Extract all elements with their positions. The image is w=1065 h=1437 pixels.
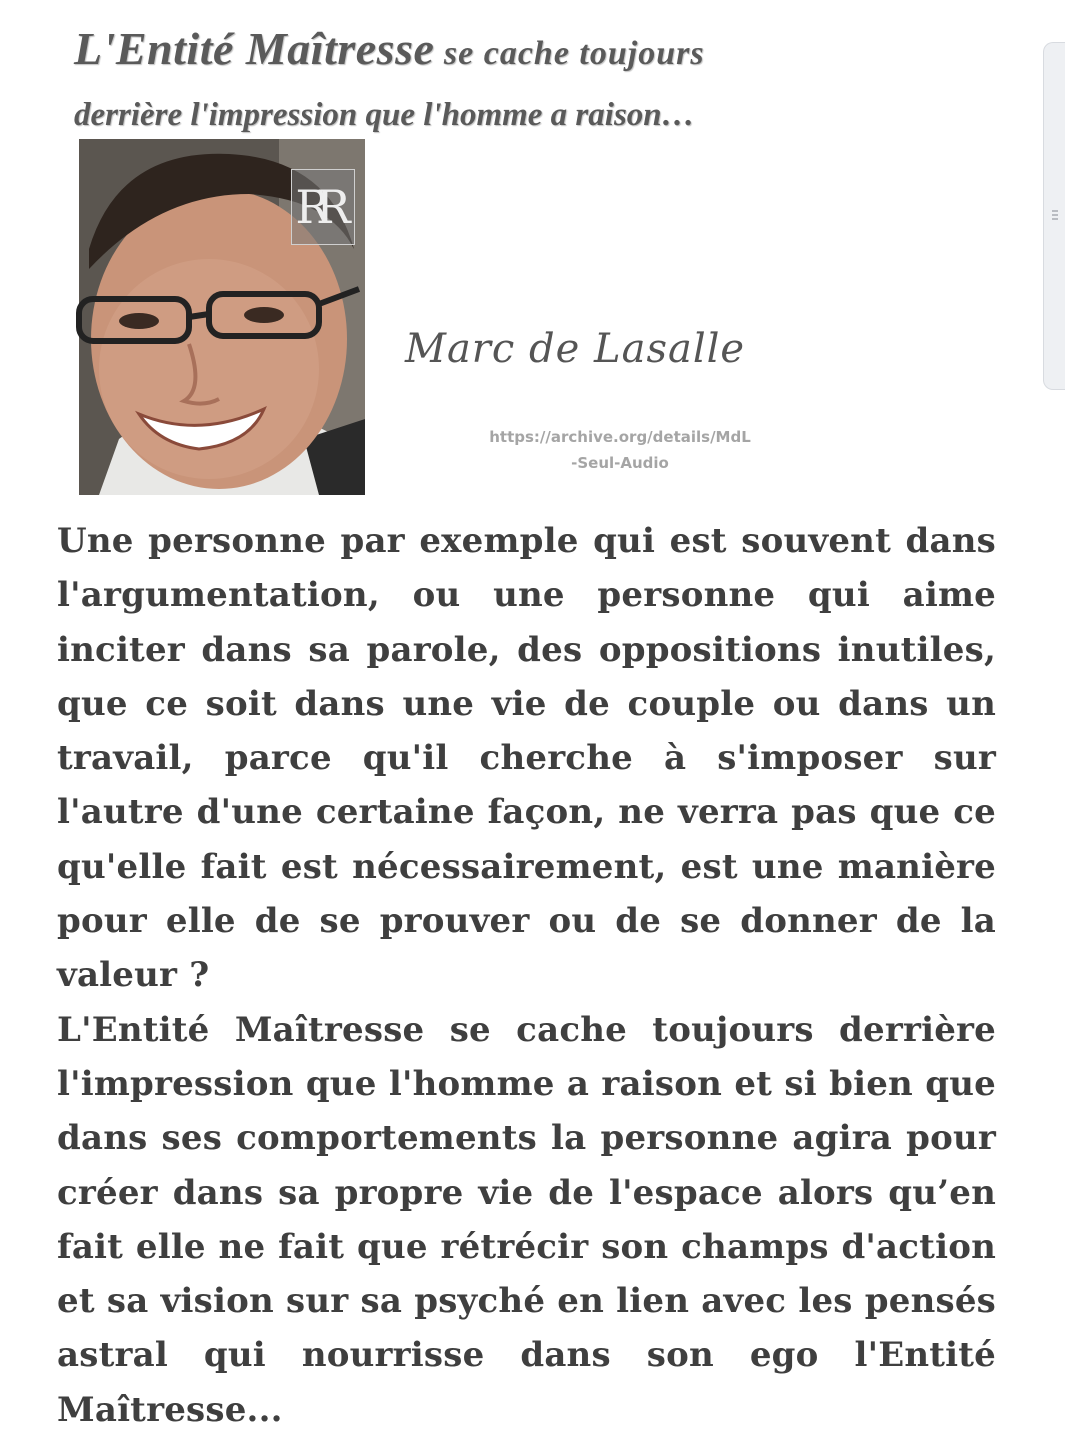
body-paragraph-1: Une personne par exemple qui est souvent dans l'argumentation, ou une personne qui aime inciter dans sa parole, des oppositions inutiles, que ce soit dans une vie de couple ou dans un travail, parce qu'il cherche à s'imposer sur l'autre d'une certaine façon, ne verra pas que ce qu'elle fait est nécessairement, est une manière pour elle de se prouver ou de se donner de la valeur ? bbox=[57, 521, 996, 996]
archive-link-line-1: https://archive.org/details/MdL bbox=[489, 428, 751, 446]
headline-line-2: derrière l'impression que l'homme a raison… bbox=[74, 97, 695, 133]
headline bbox=[74, 22, 974, 139]
archive-link-line-2: -Seul-Audio bbox=[571, 454, 669, 472]
headline-subtitle: se cache toujours bbox=[434, 35, 705, 72]
headline-title: L'Entité Maîtresse bbox=[74, 23, 435, 74]
monogram-logo: RR bbox=[291, 169, 355, 245]
author-signature: Marc de Lasalle bbox=[405, 326, 746, 372]
headline-line-1 bbox=[74, 22, 974, 87]
side-panel-tab[interactable] bbox=[1043, 42, 1065, 390]
body-text bbox=[57, 514, 996, 1437]
grip-lines-icon bbox=[1052, 210, 1058, 222]
archive-link[interactable] bbox=[460, 424, 780, 476]
body-paragraph-2: L'Entité Maîtresse se cache toujours derrière l'impression que l'homme a raison et si bien que dans ses comportements la personne agira pour créer dans sa propre vie de l'espace alors qu’en fait elle ne fait que rétrécir son champs d'action et sa vision sur sa psyché en lien avec les pensés astral qui nourrisse dans son ego l'Entité Maîtresse... bbox=[57, 1009, 996, 1430]
